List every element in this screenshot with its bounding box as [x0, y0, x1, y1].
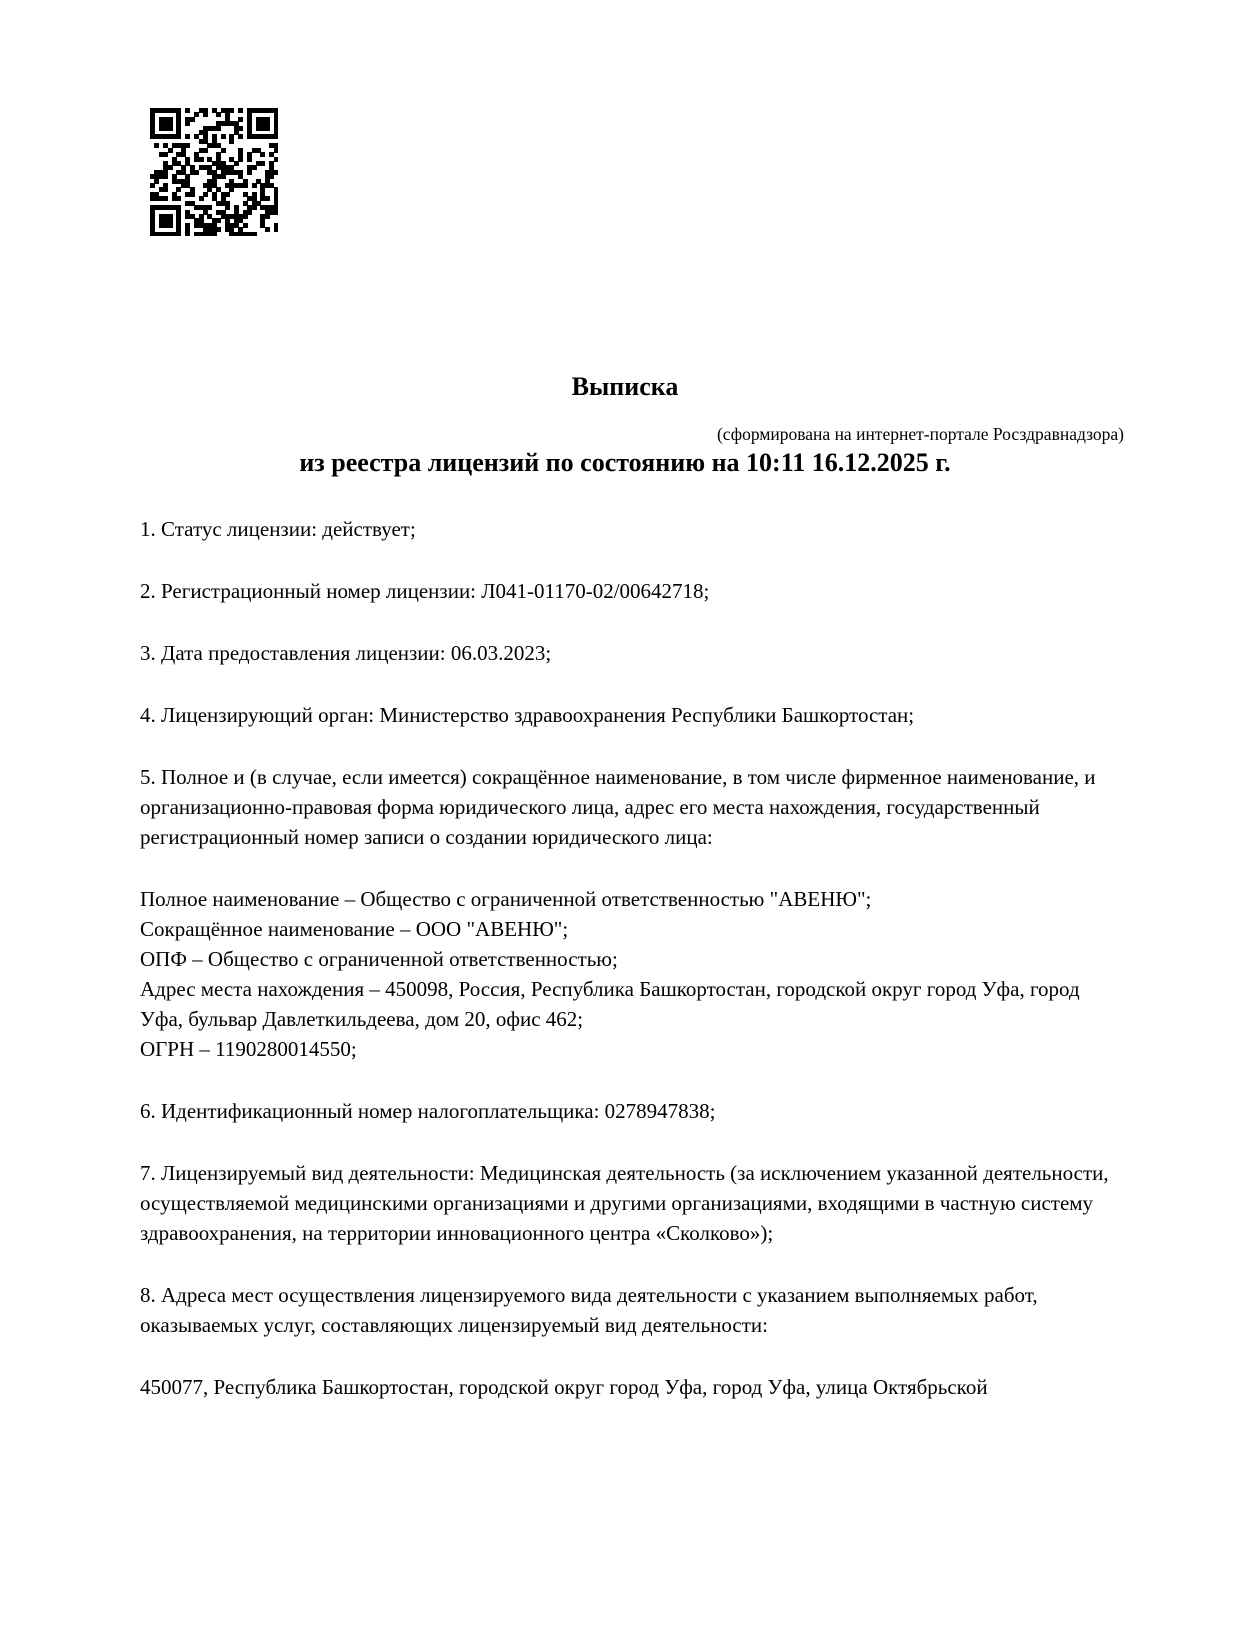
paragraph-grant-date: 3. Дата предоставления лицензии: 06.03.2023;	[140, 641, 552, 665]
title-line-1: Выписка	[571, 372, 679, 401]
full-name-line: Полное наименование – Общество с ограниченной ответственностью "АВЕНЮ";	[140, 887, 872, 911]
paragraph-activity-address: 450077, Республика Башкортостан, городской округ город Уфа, город Уфа, улица Октябрьской	[140, 1375, 988, 1399]
title-line-2: из реестра лицензий по состоянию на 10:11 16.12.2025 г.	[299, 448, 951, 477]
paragraph-registration-number: 2. Регистрационный номер лицензии: Л041-01170-02/00642718;	[140, 579, 710, 603]
short-name-line: Сокращённое наименование – ООО "АВЕНЮ";	[140, 917, 569, 941]
paragraph-name-intro: 5. Полное и (в случае, если имеется) сокращённое наименование, в том числе фирменное наименование, и организационно-правовая форма юридического лица, адрес его места нахождения, государственный регистрационный номер записи о создании юридического лица:	[140, 765, 1096, 849]
qr-code-icon	[150, 108, 278, 236]
legal-address-line: Адрес места нахождения – 450098, Россия, Республика Башкортостан, городской округ город Уфа, город Уфа, бульвар Давлеткильдеева, дом 20, офис 462;	[140, 977, 1080, 1031]
paragraph-addresses-intro: 8. Адреса мест осуществления лицензируемого вида деятельности с указанием выполняемых работ, оказываемых услуг, составляющих лицензируемый вид деятельности:	[140, 1283, 1038, 1337]
ogrn-line: ОГРН – 1190280014550;	[140, 1037, 357, 1061]
paragraph-licensing-authority: 4. Лицензирующий орган: Министерство здравоохранения Республики Башкортостан;	[140, 703, 915, 727]
paragraph-licensed-activity: 7. Лицензируемый вид деятельности: Медицинская деятельность (за исключением указанной деятельности, осуществляемой медицинскими организациями и другими организациями, входящими в частную систему здравоохранения, на территории инновационного центра «Сколково»);	[140, 1161, 1109, 1245]
document-body	[140, 514, 1115, 1434]
paragraph-license-status: 1. Статус лицензии: действует;	[140, 517, 416, 541]
paragraph-inn: 6. Идентификационный номер налогоплательщика: 0278947838;	[140, 1099, 716, 1123]
organization-details-block	[140, 884, 1115, 1064]
document-subtitle: (сформирована на интернет-портале Росздравнадзора)	[716, 424, 1124, 444]
opf-line: ОПФ – Общество с ограниченной ответственностью;	[140, 947, 618, 971]
